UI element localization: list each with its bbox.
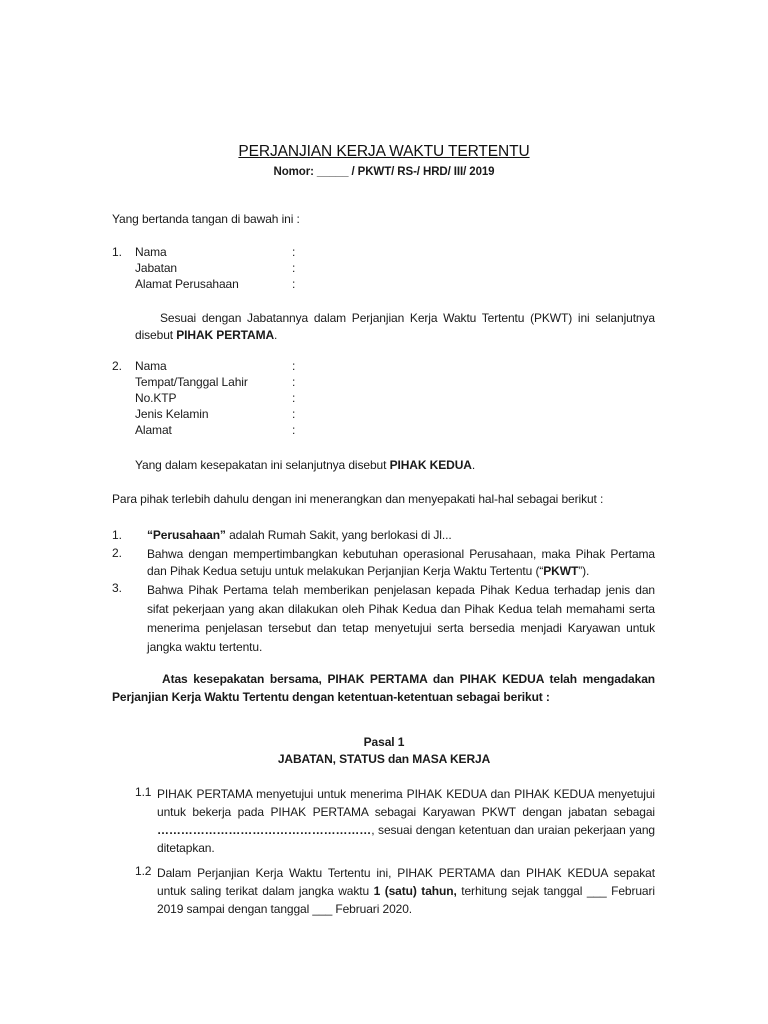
clause-1-2-text-b: terhitung sejak tanggal ___ Februari 2019 sampai dengan tanggal ___ Februari 2020.: [157, 884, 655, 916]
party1-desc-end: .: [274, 328, 278, 342]
point-1-term: “Perusahaan”: [147, 528, 226, 542]
field-label: No.KTP: [135, 391, 177, 405]
party2-desc-lead: Yang dalam kesepakatan ini selanjutnya disebut: [135, 458, 387, 472]
field-label: Tempat/Tanggal Lahir: [135, 375, 248, 389]
point-number: 2.: [112, 546, 122, 560]
point-3-text: Bahwa Pihak Pertama telah memberikan penjelasan kepada Pihak Kedua terhadap jenis dan sifat pekerjaan yang akan dilakukan oleh Pihak Kedua dan Pihak Kedua telah memahami serta menerima penjelasan tersebut dan tetap menyetujui serta bersedia menjadi Karyawan untuk jangka waktu tertentu.: [147, 583, 655, 654]
clause-number: 1.1: [135, 785, 152, 799]
party2-role: PIHAK KEDUA: [389, 458, 472, 472]
clause-1-1-position-blank: ………………………………………………: [157, 823, 372, 837]
party1-description: [135, 310, 655, 344]
party1-desc-lead: Sesuai dengan Jabatannya dalam Perjanjian Kerja Waktu Tertentu (PKWT) ini selanjutnya disebut: [135, 311, 655, 342]
clause-1-1-text-b: , sesuai dengan ketentuan dan uraian pekerjaan yang ditetapkan.: [157, 823, 655, 855]
clause-1-1-text: [157, 785, 655, 857]
point-2-text-b: ”).: [578, 564, 590, 578]
point-number: 1.: [112, 528, 122, 542]
field-label: Jenis Kelamin: [135, 407, 209, 421]
clause-1-1-text-a: PIHAK PERTAMA menyetujui untuk menerima PIHAK KEDUA dan PIHAK KEDUA menyetujui untuk bekerja pada PIHAK PERTAMA sebagai Karyawan PKWT dengan jabatan sebagai: [157, 787, 655, 819]
point-2-text-a: Bahwa dengan mempertimbangkan kebutuhan operasional Perusahaan, maka Pihak Pertama dan Pihak Kedua setuju untuk melakukan Perjanjian Kerja Waktu Tertentu (“: [147, 547, 655, 578]
clause-1-2-text: [157, 864, 655, 918]
clause-number: 1.2: [135, 864, 152, 878]
field-colon: :: [292, 277, 296, 291]
parties-intro: Para pihak terlebih dahulu dengan ini menerangkan dan menyepakati hal-hal sebagai berikut :: [112, 492, 604, 506]
pasal-subheading: JABATAN, STATUS dan MASA KERJA: [277, 752, 491, 766]
field-label: Nama: [135, 245, 167, 259]
point-1-definition: adalah Rumah Sakit, yang berlokasi di Jl...: [225, 528, 452, 542]
field-colon: :: [292, 423, 296, 437]
document-title: PERJANJIAN KERJA WAKTU TERTENTU: [238, 143, 530, 160]
party2-number: 2.: [112, 359, 122, 373]
party2-description: [135, 458, 475, 472]
party2-desc-end: .: [471, 458, 476, 472]
clause-1-2-text-a: Dalam Perjanjian Kerja Waktu Tertentu ini, PIHAK PERTAMA dan PIHAK KEDUA sepakat untuk saling terikat dalam jangka waktu: [157, 866, 655, 898]
field-label: Nama: [135, 359, 167, 373]
party2-colons: [292, 359, 312, 439]
point-1-text: [147, 528, 452, 542]
field-colon: :: [292, 391, 296, 405]
field-colon: :: [292, 375, 296, 389]
intro-text: Yang bertanda tangan di bawah ini :: [112, 212, 300, 226]
field-label: Jabatan: [135, 261, 178, 275]
party1-role: PIHAK PERTAMA: [176, 328, 275, 342]
clause-1-2-duration: 1 (satu) tahun,: [373, 884, 457, 898]
field-colon: :: [292, 245, 296, 259]
point-2-text: [147, 546, 655, 580]
party1-number: 1.: [112, 245, 122, 259]
point-number: 3.: [112, 581, 122, 595]
field-colon: :: [292, 359, 296, 373]
point-2-term: PKWT: [543, 564, 579, 578]
field-label: Alamat: [135, 423, 172, 437]
field-colon: :: [292, 261, 296, 275]
party2-fields: [135, 359, 315, 439]
document-number: Nomor: _____ / PKWT/ RS-/ HRD/ III/ 2019: [273, 166, 495, 178]
field-colon: :: [292, 407, 296, 421]
field-label: Alamat Perusahaan: [135, 277, 239, 291]
pasal-heading: Pasal 1: [363, 735, 405, 749]
agreement-statement: Atas kesepakatan bersama, PIHAK PERTAMA dan PIHAK KEDUA telah mengadakan Perjanjian Kerja Waktu Tertentu dengan ketentuan-ketentuan sebagai berikut :: [112, 672, 655, 704]
